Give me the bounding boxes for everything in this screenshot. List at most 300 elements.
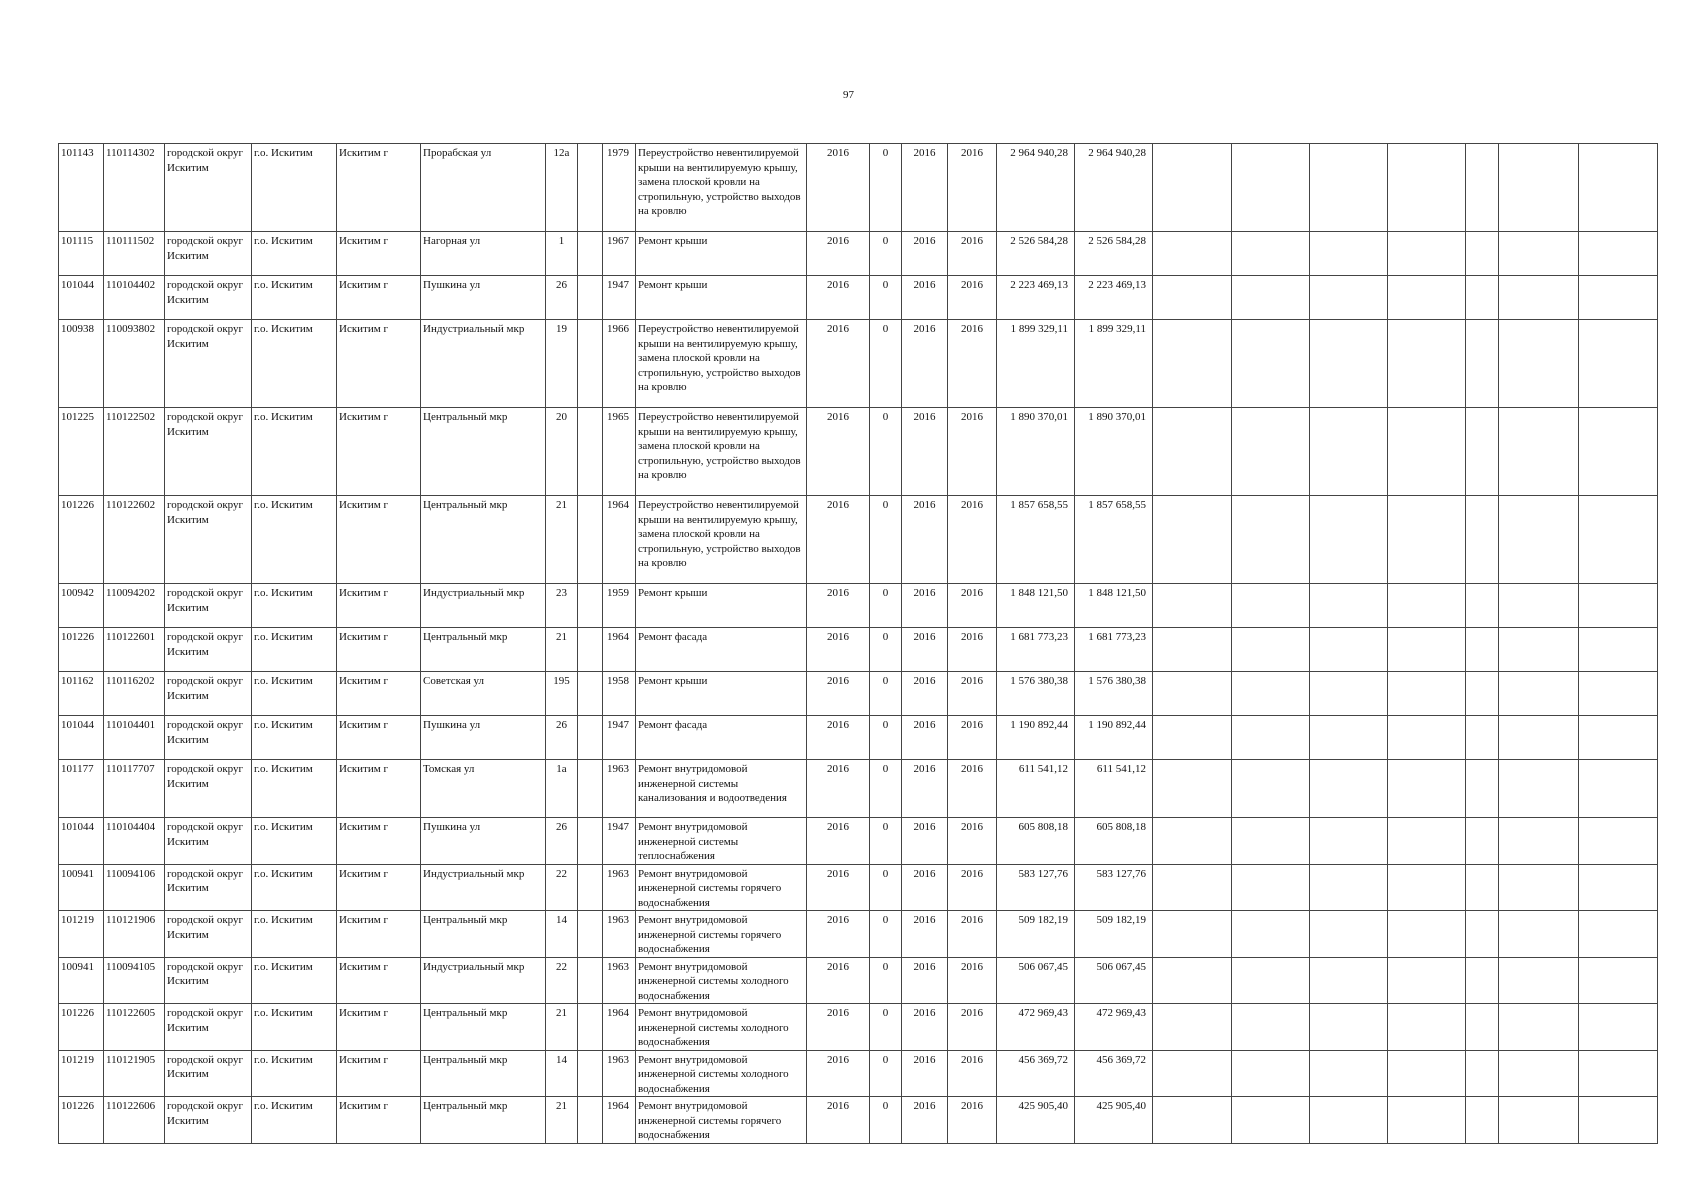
cell-year-built: 1947 <box>603 276 636 320</box>
cell-year-start: 2016 <box>902 911 948 958</box>
cell-empty <box>1466 232 1499 276</box>
cell-id: 101044 <box>59 716 104 760</box>
cell-empty <box>1579 911 1658 958</box>
cell-city: Искитим г <box>337 760 421 818</box>
cell-district: г.о. Искитим <box>252 276 337 320</box>
cell-code: 110122502 <box>104 408 165 496</box>
table-row <box>59 584 1658 628</box>
cell-house: 22 <box>546 957 578 1004</box>
cell-plan-year: 2016 <box>807 496 870 584</box>
cell-id: 101219 <box>59 911 104 958</box>
cell-zero: 0 <box>870 716 902 760</box>
cell-empty <box>1388 1050 1466 1097</box>
cell-cost-total: 1 848 121,50 <box>997 584 1075 628</box>
cell-municipality: городской округ Искитим <box>165 496 252 584</box>
table-row <box>59 232 1658 276</box>
cell-municipality: городской округ Искитим <box>165 1050 252 1097</box>
cell-id: 101143 <box>59 144 104 232</box>
cell-empty <box>1579 584 1658 628</box>
cell-plan-year: 2016 <box>807 716 870 760</box>
cell-district: г.о. Искитим <box>252 232 337 276</box>
cell-empty <box>1153 408 1232 496</box>
cell-year-built: 1963 <box>603 957 636 1004</box>
cell-building <box>578 760 603 818</box>
cell-year-start: 2016 <box>902 584 948 628</box>
cell-empty <box>1310 320 1388 408</box>
cell-empty <box>1466 408 1499 496</box>
cell-empty <box>1153 760 1232 818</box>
cell-empty <box>1466 957 1499 1004</box>
cell-year-end: 2016 <box>948 320 997 408</box>
cell-empty <box>1499 1050 1579 1097</box>
cell-empty <box>1153 1050 1232 1097</box>
cell-year-built: 1958 <box>603 672 636 716</box>
cell-empty <box>1466 584 1499 628</box>
cell-empty <box>1466 144 1499 232</box>
cell-code: 110121905 <box>104 1050 165 1097</box>
cell-empty <box>1499 408 1579 496</box>
cell-empty <box>1499 496 1579 584</box>
cell-cost-total: 425 905,40 <box>997 1097 1075 1144</box>
cell-empty <box>1499 716 1579 760</box>
cell-cost-total: 2 526 584,28 <box>997 232 1075 276</box>
cell-code: 110093802 <box>104 320 165 408</box>
cell-zero: 0 <box>870 144 902 232</box>
cell-empty <box>1388 144 1466 232</box>
cell-empty <box>1153 818 1232 865</box>
cell-year-built: 1964 <box>603 496 636 584</box>
cell-empty <box>1388 864 1466 911</box>
cell-empty <box>1388 408 1466 496</box>
cell-year-end: 2016 <box>948 1004 997 1051</box>
cell-code: 110104402 <box>104 276 165 320</box>
cell-plan-year: 2016 <box>807 276 870 320</box>
cell-cost-total: 1 681 773,23 <box>997 628 1075 672</box>
cell-city: Искитим г <box>337 957 421 1004</box>
cell-id: 101226 <box>59 628 104 672</box>
cell-house: 26 <box>546 716 578 760</box>
cell-house: 1а <box>546 760 578 818</box>
cell-empty <box>1499 276 1579 320</box>
cell-plan-year: 2016 <box>807 232 870 276</box>
cell-empty <box>1466 1050 1499 1097</box>
cell-cost-total: 1 899 329,11 <box>997 320 1075 408</box>
cell-city: Искитим г <box>337 1097 421 1144</box>
cell-plan-year: 2016 <box>807 957 870 1004</box>
cell-year-built: 1947 <box>603 716 636 760</box>
cell-cost-fund: 2 223 469,13 <box>1075 276 1153 320</box>
cell-work-type: Ремонт внутридомовой инженерной системы холодного водоснабжения <box>636 1050 807 1097</box>
cell-zero: 0 <box>870 760 902 818</box>
cell-house: 21 <box>546 628 578 672</box>
cell-empty <box>1153 496 1232 584</box>
cell-id: 101219 <box>59 1050 104 1097</box>
cell-empty <box>1232 1097 1310 1144</box>
cell-zero: 0 <box>870 818 902 865</box>
cell-empty <box>1310 276 1388 320</box>
cell-code: 110094202 <box>104 584 165 628</box>
cell-street: Пушкина ул <box>421 818 546 865</box>
cell-empty <box>1232 408 1310 496</box>
cell-cost-fund: 611 541,12 <box>1075 760 1153 818</box>
cell-id: 101044 <box>59 818 104 865</box>
cell-empty <box>1232 911 1310 958</box>
cell-empty <box>1232 716 1310 760</box>
cell-empty <box>1232 864 1310 911</box>
cell-empty <box>1310 1097 1388 1144</box>
cell-empty <box>1466 320 1499 408</box>
cell-year-end: 2016 <box>948 144 997 232</box>
cell-empty <box>1232 1050 1310 1097</box>
cell-empty <box>1579 957 1658 1004</box>
cell-city: Искитим г <box>337 144 421 232</box>
cell-zero: 0 <box>870 584 902 628</box>
cell-empty <box>1153 276 1232 320</box>
cell-empty <box>1499 672 1579 716</box>
cell-year-built: 1967 <box>603 232 636 276</box>
cell-id: 100941 <box>59 864 104 911</box>
cell-empty <box>1466 628 1499 672</box>
cell-plan-year: 2016 <box>807 1004 870 1051</box>
cell-year-end: 2016 <box>948 957 997 1004</box>
cell-code: 110122606 <box>104 1097 165 1144</box>
cell-year-built: 1947 <box>603 818 636 865</box>
cell-work-type: Переустройство невентилируемой крыши на вентилируемую крышу, замена плоской кровли на стропильную, устройство выходов на кровлю <box>636 320 807 408</box>
cell-year-built: 1966 <box>603 320 636 408</box>
table-row <box>59 144 1658 232</box>
cell-building <box>578 672 603 716</box>
cell-street: Центральный мкр <box>421 1004 546 1051</box>
cell-code: 110114302 <box>104 144 165 232</box>
cell-empty <box>1579 672 1658 716</box>
cell-house: 21 <box>546 1097 578 1144</box>
cell-building <box>578 408 603 496</box>
cell-cost-total: 509 182,19 <box>997 911 1075 958</box>
cell-cost-total: 506 067,45 <box>997 957 1075 1004</box>
cell-city: Искитим г <box>337 232 421 276</box>
cell-street: Центральный мкр <box>421 1097 546 1144</box>
capital-repair-table <box>58 143 1658 1144</box>
cell-cost-total: 1 890 370,01 <box>997 408 1075 496</box>
cell-empty <box>1579 716 1658 760</box>
cell-code: 110121906 <box>104 911 165 958</box>
cell-city: Искитим г <box>337 716 421 760</box>
cell-zero: 0 <box>870 408 902 496</box>
cell-year-end: 2016 <box>948 276 997 320</box>
cell-work-type: Ремонт крыши <box>636 584 807 628</box>
cell-empty <box>1579 1097 1658 1144</box>
cell-empty <box>1499 320 1579 408</box>
cell-year-start: 2016 <box>902 716 948 760</box>
cell-cost-fund: 506 067,45 <box>1075 957 1153 1004</box>
cell-district: г.о. Искитим <box>252 911 337 958</box>
cell-empty <box>1388 496 1466 584</box>
cell-city: Искитим г <box>337 911 421 958</box>
cell-zero: 0 <box>870 496 902 584</box>
cell-cost-fund: 1 857 658,55 <box>1075 496 1153 584</box>
table-row <box>59 716 1658 760</box>
cell-house: 19 <box>546 320 578 408</box>
cell-id: 101162 <box>59 672 104 716</box>
cell-empty <box>1310 144 1388 232</box>
cell-zero: 0 <box>870 320 902 408</box>
cell-year-built: 1964 <box>603 1004 636 1051</box>
cell-district: г.о. Искитим <box>252 1097 337 1144</box>
cell-year-built: 1965 <box>603 408 636 496</box>
cell-district: г.о. Искитим <box>252 864 337 911</box>
cell-work-type: Ремонт внутридомовой инженерной системы горячего водоснабжения <box>636 911 807 958</box>
cell-house: 23 <box>546 584 578 628</box>
cell-empty <box>1310 496 1388 584</box>
cell-empty <box>1310 408 1388 496</box>
cell-year-start: 2016 <box>902 672 948 716</box>
cell-empty <box>1499 911 1579 958</box>
cell-empty <box>1388 672 1466 716</box>
cell-empty <box>1466 911 1499 958</box>
cell-street: Томская ул <box>421 760 546 818</box>
cell-plan-year: 2016 <box>807 320 870 408</box>
cell-empty <box>1310 911 1388 958</box>
cell-city: Искитим г <box>337 320 421 408</box>
cell-year-built: 1964 <box>603 628 636 672</box>
cell-empty <box>1232 760 1310 818</box>
cell-empty <box>1579 1004 1658 1051</box>
cell-empty <box>1388 1097 1466 1144</box>
cell-empty <box>1388 911 1466 958</box>
cell-code: 110122601 <box>104 628 165 672</box>
cell-cost-fund: 1 681 773,23 <box>1075 628 1153 672</box>
cell-street: Пушкина ул <box>421 276 546 320</box>
cell-district: г.о. Искитим <box>252 1004 337 1051</box>
cell-building <box>578 232 603 276</box>
cell-zero: 0 <box>870 1097 902 1144</box>
cell-empty <box>1310 957 1388 1004</box>
cell-city: Искитим г <box>337 276 421 320</box>
table-row <box>59 408 1658 496</box>
cell-plan-year: 2016 <box>807 760 870 818</box>
cell-cost-total: 2 223 469,13 <box>997 276 1075 320</box>
cell-year-start: 2016 <box>902 1050 948 1097</box>
cell-empty <box>1579 760 1658 818</box>
cell-empty <box>1232 818 1310 865</box>
cell-district: г.о. Искитим <box>252 408 337 496</box>
cell-year-end: 2016 <box>948 628 997 672</box>
cell-building <box>578 1050 603 1097</box>
cell-year-start: 2016 <box>902 232 948 276</box>
cell-empty <box>1310 760 1388 818</box>
cell-code: 110094106 <box>104 864 165 911</box>
cell-zero: 0 <box>870 1050 902 1097</box>
cell-plan-year: 2016 <box>807 672 870 716</box>
cell-street: Индустриальный мкр <box>421 584 546 628</box>
cell-work-type: Переустройство невентилируемой крыши на вентилируемую крышу, замена плоской кровли на стропильную, устройство выходов на кровлю <box>636 144 807 232</box>
cell-empty <box>1310 672 1388 716</box>
cell-year-end: 2016 <box>948 1097 997 1144</box>
cell-municipality: городской округ Искитим <box>165 628 252 672</box>
cell-municipality: городской округ Искитим <box>165 232 252 276</box>
cell-empty <box>1579 496 1658 584</box>
cell-empty <box>1153 716 1232 760</box>
cell-municipality: городской округ Искитим <box>165 408 252 496</box>
cell-municipality: городской округ Искитим <box>165 818 252 865</box>
cell-year-built: 1963 <box>603 1050 636 1097</box>
cell-cost-fund: 2 526 584,28 <box>1075 232 1153 276</box>
cell-district: г.о. Искитим <box>252 584 337 628</box>
table-row <box>59 864 1658 911</box>
cell-empty <box>1310 864 1388 911</box>
cell-empty <box>1388 276 1466 320</box>
cell-empty <box>1499 1004 1579 1051</box>
cell-empty <box>1232 628 1310 672</box>
cell-cost-fund: 456 369,72 <box>1075 1050 1153 1097</box>
cell-empty <box>1499 232 1579 276</box>
cell-year-end: 2016 <box>948 760 997 818</box>
cell-empty <box>1388 818 1466 865</box>
cell-cost-total: 2 964 940,28 <box>997 144 1075 232</box>
cell-empty <box>1310 716 1388 760</box>
table-row <box>59 1050 1658 1097</box>
cell-year-end: 2016 <box>948 232 997 276</box>
table-row <box>59 957 1658 1004</box>
cell-year-end: 2016 <box>948 716 997 760</box>
cell-district: г.о. Искитим <box>252 760 337 818</box>
cell-zero: 0 <box>870 628 902 672</box>
cell-building <box>578 584 603 628</box>
cell-empty <box>1579 864 1658 911</box>
cell-year-start: 2016 <box>902 320 948 408</box>
cell-empty <box>1232 584 1310 628</box>
cell-cost-fund: 2 964 940,28 <box>1075 144 1153 232</box>
cell-code: 110122602 <box>104 496 165 584</box>
cell-street: Советская ул <box>421 672 546 716</box>
cell-plan-year: 2016 <box>807 818 870 865</box>
cell-house: 14 <box>546 1050 578 1097</box>
cell-empty <box>1153 911 1232 958</box>
cell-zero: 0 <box>870 957 902 1004</box>
cell-year-built: 1964 <box>603 1097 636 1144</box>
cell-empty <box>1466 864 1499 911</box>
cell-empty <box>1466 672 1499 716</box>
cell-empty <box>1232 1004 1310 1051</box>
cell-district: г.о. Искитим <box>252 957 337 1004</box>
cell-id: 100938 <box>59 320 104 408</box>
cell-empty <box>1388 716 1466 760</box>
table-row <box>59 496 1658 584</box>
cell-empty <box>1153 864 1232 911</box>
cell-year-built: 1979 <box>603 144 636 232</box>
cell-id: 101044 <box>59 276 104 320</box>
table-row <box>59 1004 1658 1051</box>
cell-empty <box>1499 818 1579 865</box>
cell-building <box>578 320 603 408</box>
cell-work-type: Ремонт внутридомовой инженерной системы холодного водоснабжения <box>636 1004 807 1051</box>
cell-city: Искитим г <box>337 496 421 584</box>
cell-cost-total: 605 808,18 <box>997 818 1075 865</box>
cell-empty <box>1232 232 1310 276</box>
cell-municipality: городской округ Искитим <box>165 760 252 818</box>
cell-code: 110111502 <box>104 232 165 276</box>
cell-work-type: Ремонт внутридомовой инженерной системы горячего водоснабжения <box>636 1097 807 1144</box>
cell-house: 20 <box>546 408 578 496</box>
cell-street: Нагорная ул <box>421 232 546 276</box>
cell-district: г.о. Искитим <box>252 672 337 716</box>
cell-code: 110104404 <box>104 818 165 865</box>
cell-zero: 0 <box>870 232 902 276</box>
cell-empty <box>1466 716 1499 760</box>
cell-empty <box>1153 232 1232 276</box>
cell-year-built: 1963 <box>603 760 636 818</box>
cell-work-type: Ремонт внутридомовой инженерной системы холодного водоснабжения <box>636 957 807 1004</box>
cell-cost-total: 1 857 658,55 <box>997 496 1075 584</box>
cell-building <box>578 276 603 320</box>
cell-empty <box>1388 628 1466 672</box>
cell-district: г.о. Искитим <box>252 320 337 408</box>
cell-cost-fund: 425 905,40 <box>1075 1097 1153 1144</box>
cell-year-end: 2016 <box>948 864 997 911</box>
cell-empty <box>1499 760 1579 818</box>
cell-house: 26 <box>546 818 578 865</box>
cell-zero: 0 <box>870 864 902 911</box>
cell-empty <box>1466 760 1499 818</box>
cell-cost-fund: 1 890 370,01 <box>1075 408 1153 496</box>
cell-id: 101225 <box>59 408 104 496</box>
cell-code: 110094105 <box>104 957 165 1004</box>
cell-municipality: городской округ Искитим <box>165 957 252 1004</box>
cell-building <box>578 1097 603 1144</box>
cell-id: 100941 <box>59 957 104 1004</box>
cell-district: г.о. Искитим <box>252 496 337 584</box>
cell-city: Искитим г <box>337 818 421 865</box>
cell-city: Искитим г <box>337 864 421 911</box>
cell-empty <box>1579 276 1658 320</box>
cell-empty <box>1579 232 1658 276</box>
cell-empty <box>1466 496 1499 584</box>
cell-street: Центральный мкр <box>421 628 546 672</box>
cell-cost-total: 472 969,43 <box>997 1004 1075 1051</box>
cell-city: Искитим г <box>337 672 421 716</box>
cell-city: Искитим г <box>337 584 421 628</box>
cell-street: Индустриальный мкр <box>421 864 546 911</box>
cell-empty <box>1153 1097 1232 1144</box>
cell-street: Пушкина ул <box>421 716 546 760</box>
cell-zero: 0 <box>870 911 902 958</box>
cell-empty <box>1499 584 1579 628</box>
cell-year-end: 2016 <box>948 496 997 584</box>
cell-zero: 0 <box>870 276 902 320</box>
cell-empty <box>1579 1050 1658 1097</box>
cell-empty <box>1232 144 1310 232</box>
cell-cost-total: 456 369,72 <box>997 1050 1075 1097</box>
cell-year-built: 1963 <box>603 911 636 958</box>
cell-empty <box>1388 957 1466 1004</box>
cell-building <box>578 1004 603 1051</box>
cell-code: 110116202 <box>104 672 165 716</box>
cell-empty <box>1388 320 1466 408</box>
cell-year-start: 2016 <box>902 408 948 496</box>
cell-building <box>578 496 603 584</box>
cell-cost-fund: 1 190 892,44 <box>1075 716 1153 760</box>
cell-house: 12а <box>546 144 578 232</box>
cell-empty <box>1579 408 1658 496</box>
cell-house: 26 <box>546 276 578 320</box>
cell-cost-total: 1 576 380,38 <box>997 672 1075 716</box>
cell-empty <box>1232 320 1310 408</box>
cell-house: 21 <box>546 1004 578 1051</box>
cell-building <box>578 144 603 232</box>
cell-id: 100942 <box>59 584 104 628</box>
cell-year-end: 2016 <box>948 672 997 716</box>
cell-empty <box>1232 496 1310 584</box>
